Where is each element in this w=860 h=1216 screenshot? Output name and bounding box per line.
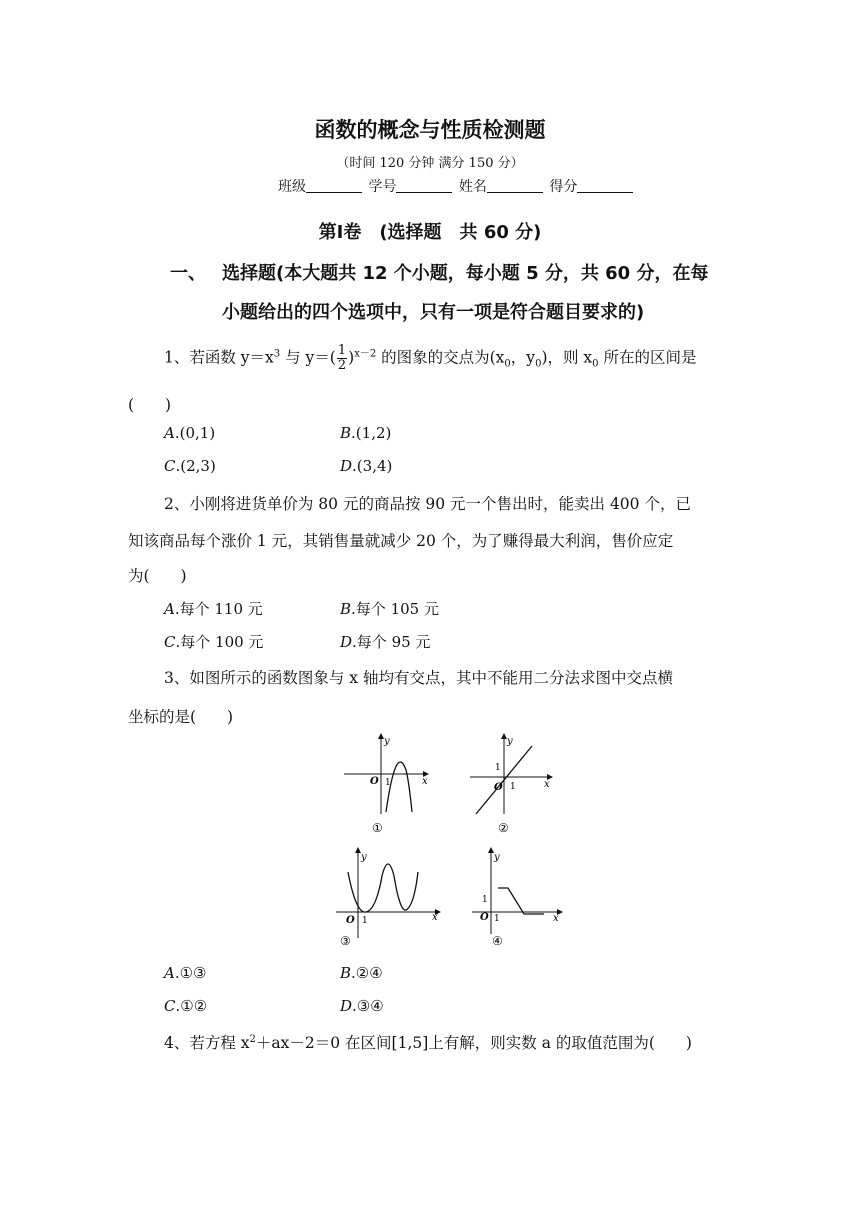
question-1-text: 1、若函数 $y=x^3$ 与 y＝( $\frac{1}{2}$ )$^{x-2}$ 的图象的交点为($x_0$，$y_0$)，则 $x_0$ 所在的区间是 xyxy=(164,343,697,373)
x-axis-label: x xyxy=(544,779,550,790)
tick-one-x: 1 xyxy=(362,916,368,926)
y-axis-label: y xyxy=(494,852,500,863)
x-axis-label: x xyxy=(422,776,428,787)
q2-option-b[interactable]: B.每个 105 元 xyxy=(340,600,439,618)
q2-option-c[interactable]: C.每个 100 元 xyxy=(164,633,264,651)
tick-one-x: 1 xyxy=(385,778,391,788)
field-class-label: 班级 xyxy=(278,179,306,195)
graph-4 xyxy=(468,846,568,950)
y-axis-label: y xyxy=(507,736,513,747)
question-3-line2: 坐标的是( ) xyxy=(128,708,234,726)
q3-option-d[interactable]: D.③④ xyxy=(340,997,384,1015)
field-name-blank[interactable] xyxy=(487,178,543,193)
part-number: 一、 xyxy=(170,263,206,284)
origin-label: O xyxy=(494,782,503,793)
graph-4-label: ④ xyxy=(492,934,503,948)
question-1-answer-paren: ( ) xyxy=(128,396,172,414)
q3-option-a[interactable]: A.①③ xyxy=(164,964,207,982)
q1-option-b[interactable]: B.(1,2) xyxy=(340,424,392,442)
y-axis-label: y xyxy=(361,852,367,863)
q1-option-a[interactable]: A.(0,1) xyxy=(164,424,216,442)
q2-option-d[interactable]: D.每个 95 元 xyxy=(340,633,431,651)
q1-option-d[interactable]: D.(3,4) xyxy=(340,457,393,475)
question-4-text: 4、若方程 $x^2+ax-2=0$ 在区间[1,5]上有解，则实数 a 的取值范围为( ) xyxy=(164,1033,692,1052)
field-score-blank[interactable] xyxy=(577,178,633,193)
q3-option-b[interactable]: B.②④ xyxy=(340,964,383,982)
question-2-line2: 知该商品每个涨价 1 元，其销售量就减少 20 个，为了赚得最大利润，售价应定 xyxy=(128,532,674,550)
graph-2 xyxy=(466,732,560,838)
origin-label: O xyxy=(480,912,489,923)
field-id-label: 学号 xyxy=(368,179,397,195)
graph-2-label: ② xyxy=(498,821,509,835)
field-class-blank[interactable] xyxy=(306,178,362,193)
x-axis-label: x xyxy=(553,913,559,924)
y-axis-label: y xyxy=(384,736,390,747)
graph-1 xyxy=(338,732,432,838)
question-2-line1: 2、小刚将进货单价为 80 元的商品按 90 元一个售出时，能卖出 400 个，已 xyxy=(164,495,691,513)
question-3-line1: 3、如图所示的函数图象与 x 轴均有交点，其中不能用二分法求图中交点横 xyxy=(164,669,673,687)
tick-one-x: 1 xyxy=(494,914,500,924)
exam-subtitle: （时间 120 分钟 满分 150 分） xyxy=(336,156,524,171)
q1-option-c[interactable]: C.(2,3) xyxy=(164,457,216,475)
part-heading-line1: 选择题(本大题共 12 个小题，每小题 5 分，共 60 分，在每 xyxy=(222,263,709,284)
student-info-line xyxy=(278,176,635,196)
graph-3-label: ③ xyxy=(340,934,351,948)
origin-label: O xyxy=(346,915,355,926)
x-axis-label: x xyxy=(432,912,438,923)
tick-one-y: 1 xyxy=(482,895,488,905)
question-2-line3: 为( ) xyxy=(128,567,187,585)
q3-option-c[interactable]: C.①② xyxy=(164,997,208,1015)
part-heading-line2: 小题给出的四个选项中，只有一项是符合题目要求的) xyxy=(222,302,645,323)
q2-option-a[interactable]: A.每个 110 元 xyxy=(164,600,263,618)
field-id-blank[interactable] xyxy=(396,178,452,193)
fraction-one-half: $\frac{1}{2}$ xyxy=(337,343,347,373)
graph-1-label: ① xyxy=(372,821,383,835)
tick-one-y: 1 xyxy=(495,763,501,773)
piecewise-line xyxy=(498,888,544,914)
section-title: 第Ⅰ卷 (选择题 共 60 分) xyxy=(318,222,542,243)
graph-3 xyxy=(332,846,442,950)
page-title: 函数的概念与性质检测题 xyxy=(314,118,546,142)
field-score-label: 得分 xyxy=(549,179,578,195)
origin-label: O xyxy=(370,776,379,787)
tick-one-x: 1 xyxy=(510,782,516,792)
field-name-label: 姓名 xyxy=(458,179,487,195)
